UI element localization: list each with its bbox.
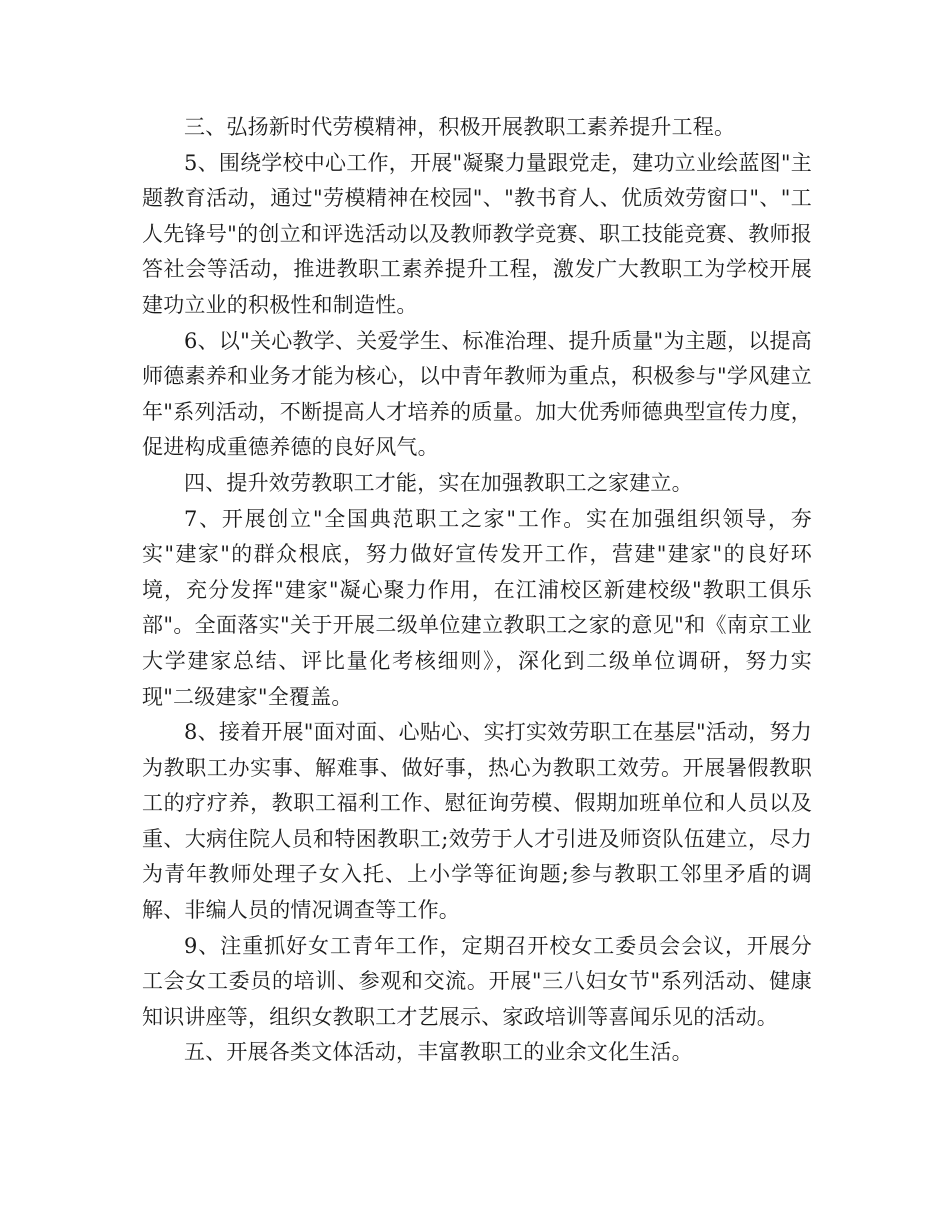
document-page (142, 110, 812, 1071)
paragraph-item-6: 6、以"关心教学、关爱学生、标准治理、提升质量"为主题，以提高师德素养和业务才能为核心，以中青年教师为重点，积极参与"学风建立年"系列活动，不断提高人才培养的质量。加大优秀师德典型宣传力度，促进构成重德养德的良好风气。 (142, 328, 812, 460)
paragraph-item-7: 7、开展创立"全国典范职工之家"工作。实在加强组织领导，夯实"建家"的群众根底，努力做好宣传发开工作，营建"建家"的良好环境，充分发挥"建家"凝心聚力作用，在江浦校区新建校级"教职工俱乐部"。全面落实"关于开展二级单位建立教职工之家的意见"和《南京工业大学建家总结、评比量化考核细则》，深化到二级单位调研，努力实现"二级建家"全覆盖。 (142, 506, 812, 709)
paragraph-item-9: 9、注重抓好女工青年工作，定期召开校女工委员会会议，开展分工会女工委员的培训、参观和交流。开展"三八妇女节"系列活动、健康知识讲座等，组织女教职工才艺展示、家政培训等喜闻乐见的活动。 (142, 933, 812, 1029)
section-heading-three: 三、弘扬新时代劳模精神，积极开展教职工素养提升工程。 (184, 115, 736, 139)
paragraph-item-8: 8、接着开展"面对面、心贴心、实打实效劳职工在基层"活动，努力为教职工办实事、解难事、做好事，热心为教职工效劳。开展暑假教职工的疗疗养，教职工福利工作、慰征询劳模、假期加班单位和人员以及重、大病住院人员和特困教职工;效劳于人才引进及师资队伍建立，尽力为青年教师处理子女入托、上小学等征询题;参与教职工邻里矛盾的调解、非编人员的情况调查等工作。 (142, 720, 812, 923)
section-heading-four: 四、提升效劳教职工才能，实在加强教职工之家建立。 (184, 470, 693, 495)
section-heading-five: 五、开展各类文体活动，丰富教职工的业余文化生活。 (184, 1040, 693, 1065)
paragraph-item-5: 5、围绕学校中心工作，开展"凝聚力量跟党走，建功立业绘蓝图"主题教育活动，通过"劳模精神在校园"、"教书育人、优质效劳窗口"、"工人先锋号"的创立和评选活动以及教师教学竞赛、职工技能竞赛、教师报答社会等活动，推进教职工素养提升工程，激发广大教职工为学校开展建功立业的积极性和制造性。 (142, 150, 812, 317)
